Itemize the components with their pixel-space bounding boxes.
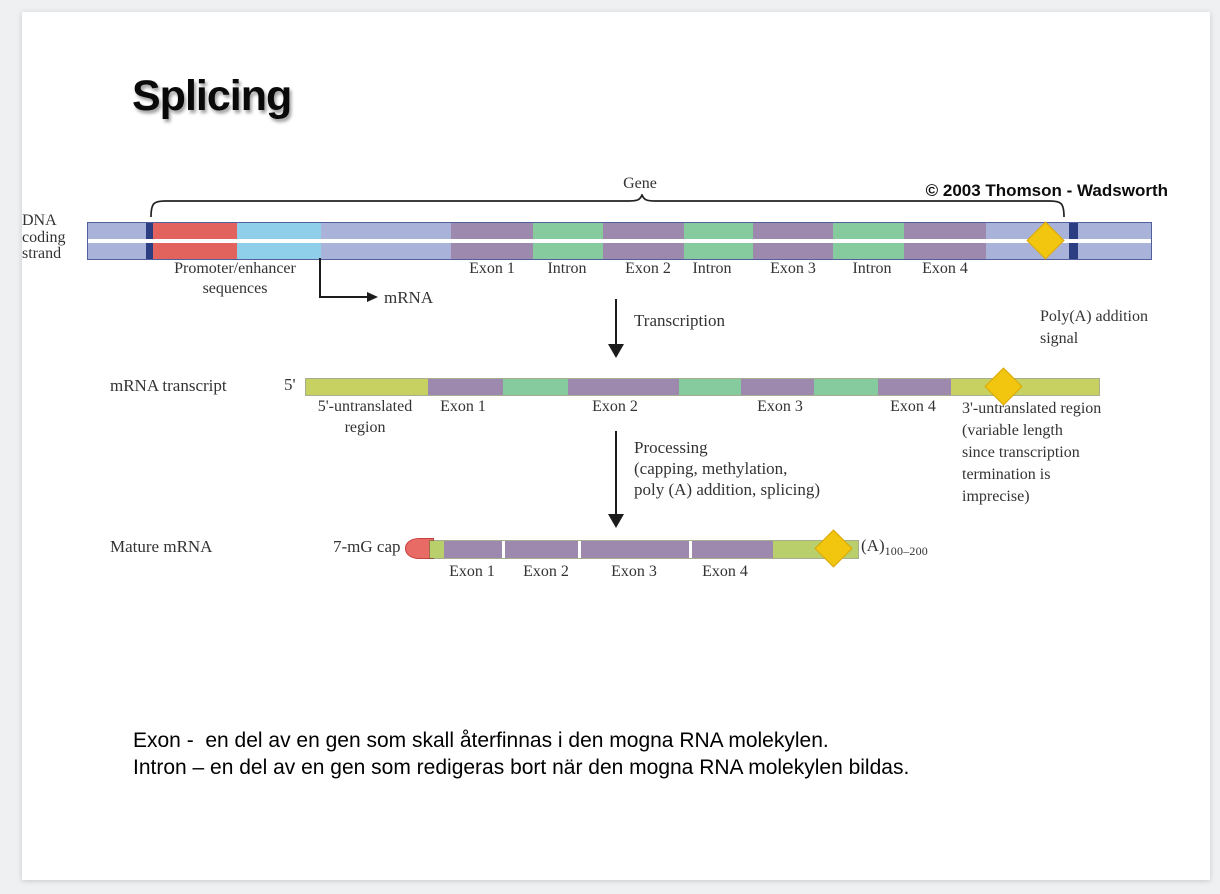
mature-row-label: Mature mRNA xyxy=(110,537,213,556)
dna-exon4-label: Exon 4 xyxy=(922,260,968,277)
dna-intron3-label: Intron xyxy=(852,260,892,277)
gene-label: Gene xyxy=(623,175,657,192)
mature-exon1-segment xyxy=(444,541,502,558)
transcript-exon3-segment xyxy=(741,379,814,395)
mature-cap-green-segment xyxy=(430,541,444,558)
transcript-utr3-segment xyxy=(951,379,1099,395)
dna-strand-bar xyxy=(87,222,1152,260)
mature-exon3-segment xyxy=(581,541,689,558)
transcript-utr5-segment xyxy=(306,379,428,395)
mature-mrna-bar xyxy=(429,540,859,559)
utr3-description: 3'-untranslated region (variable length since transcription termination is imprecise) xyxy=(962,400,1102,505)
mrna-elbow-line-horizontal xyxy=(319,296,367,298)
mature-exon3-label: Exon 3 xyxy=(611,563,657,580)
dna-exon2-label: Exon 2 xyxy=(625,260,671,277)
dna-exon1-label: Exon 1 xyxy=(469,260,515,277)
transcription-arrowhead-icon xyxy=(608,344,624,358)
mature-exon4-label: Exon 4 xyxy=(702,563,748,580)
mrna-arrowhead-icon xyxy=(367,292,378,302)
transcription-arrow-line xyxy=(615,299,617,345)
transcript-exon2-segment xyxy=(568,379,679,395)
cap-label: 7-mG cap xyxy=(333,537,401,556)
utr5-label-line2: region xyxy=(344,419,386,436)
dna-coding-strand-label: DNA coding strand xyxy=(22,212,66,262)
transcript-exon4-label: Exon 4 xyxy=(890,398,936,415)
processing-arrowhead-icon xyxy=(608,514,624,528)
mrna-transcript-bar xyxy=(305,378,1100,396)
mature-exon1-label: Exon 1 xyxy=(449,563,495,580)
mature-exon2-segment xyxy=(505,541,578,558)
promoter-label-line2: sequences xyxy=(202,280,268,297)
polya-signal-label: Poly(A) addition signal xyxy=(1040,308,1148,347)
processing-label: Processing (capping, methylation, poly (A) addition, splicing) xyxy=(634,438,821,499)
transcript-exon3-label: Exon 3 xyxy=(757,398,803,415)
promoter-label-line1: Promoter/enhancer xyxy=(174,260,296,277)
mrna-arrow-label: mRNA xyxy=(384,288,434,307)
dna-exon3-label: Exon 3 xyxy=(770,260,816,277)
transcript-intron3-segment xyxy=(814,379,878,395)
transcript-exon2-label: Exon 2 xyxy=(592,398,638,415)
transcript-exon4-segment xyxy=(878,379,951,395)
five-prime-label: 5' xyxy=(284,375,296,394)
polya-tail-label: $(A)_{100-200}$ xyxy=(861,536,929,558)
mature-exon2-label: Exon 2 xyxy=(523,563,569,580)
processing-arrow-line xyxy=(615,431,617,515)
dna-intron1-label: Intron xyxy=(547,260,587,277)
copyright-notice: © 2003 Thomson - Wadsworth xyxy=(925,181,1168,200)
dna-intron2-label: Intron xyxy=(692,260,732,277)
utr5-label-line1: 5'-untranslated xyxy=(317,398,413,415)
note-intron-definition: Intron – en del av en gen som redigeras bort när den mogna RNA molekylen bildas. xyxy=(133,756,910,779)
strand-separator xyxy=(88,239,1151,243)
note-exon-definition: Exon - en del av en gen som skall återfinnas i den mogna RNA molekylen. xyxy=(133,729,829,752)
transcript-intron1-segment xyxy=(503,379,568,395)
transcript-intron2-segment xyxy=(679,379,741,395)
mrna-elbow-line-vertical xyxy=(319,258,321,298)
transcription-label: Transcription xyxy=(634,311,725,330)
mature-exon4-segment xyxy=(692,541,773,558)
transcript-row-label: mRNA transcript xyxy=(110,376,227,395)
transcript-exon1-label: Exon 1 xyxy=(440,398,486,415)
slide-title: Splicing xyxy=(132,72,292,120)
transcript-exon1-segment xyxy=(428,379,503,395)
